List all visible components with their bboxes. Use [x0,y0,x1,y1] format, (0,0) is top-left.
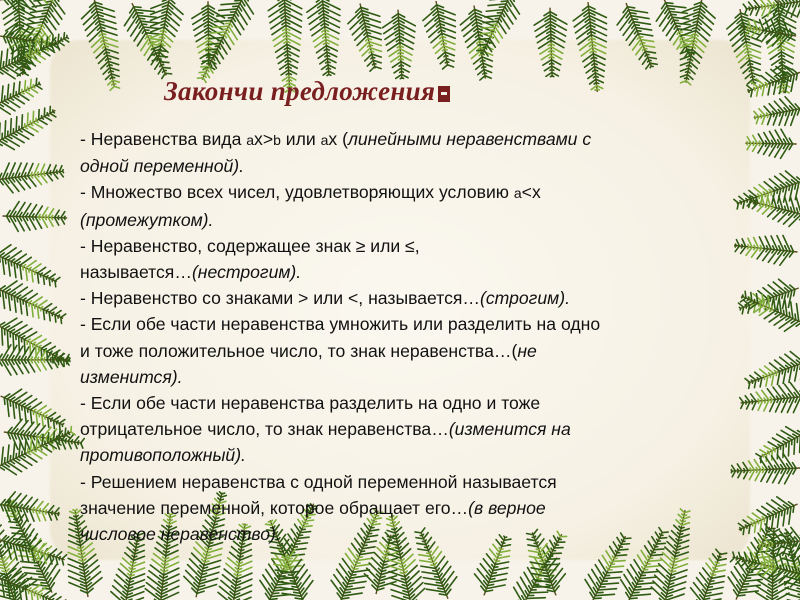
statement-text: называется… [80,262,192,283]
statement-text: - Если обе части неравенства умножить или разделить на одно [80,314,601,335]
variable-text: a [513,185,522,202]
fir-branch [344,0,391,74]
fir-branch [730,453,800,486]
text-line [80,153,740,179]
text-line [80,233,740,259]
slide-title [164,76,450,107]
fir-branch [420,0,464,71]
answer-text: одной переменной). [80,156,245,177]
text-line [80,311,740,337]
fir-branch [685,546,737,600]
statement-text: x> [254,129,274,149]
text-line [80,179,740,206]
fir-branch [669,0,718,87]
variable-text: a [246,132,255,148]
answer-text: противоположный). [80,445,246,466]
fir-branch [0,489,62,529]
fir-branch [305,0,345,77]
variable-text: a [320,132,329,148]
answer-text: (в верное [468,497,546,518]
answer-text: (промежутком). [80,209,214,230]
text-line [80,364,740,390]
text-line [80,338,740,364]
answer-text: (нестрогим). [191,262,302,283]
fir-branch [187,0,261,88]
statement-text: - Множество всех чисел, удовлетворяющих условию [80,182,514,203]
answer-text: (строгим). [480,288,570,309]
statement-text: - Решением неравенства с одной переменной называется [80,471,557,492]
answer-text: линейными неравенствами с [347,129,592,149]
text-line [80,521,740,547]
fir-branch [458,3,502,82]
statement-text: - Неравенство, содержащее знак ≥ или ≤, [80,235,420,256]
text-line [80,126,740,153]
fir-branch [611,0,667,73]
text-line [80,495,740,521]
text-line [80,207,740,233]
fir-branch [732,231,799,267]
variable-text: b [273,132,281,148]
answer-text: числовое неравенство). [80,524,281,545]
fir-branch [0,156,65,195]
text-line [80,390,740,416]
text-line [80,416,740,442]
fir-branch [382,9,419,80]
fir-branch [745,129,797,159]
answer-text: изменится). [80,366,183,387]
statement-text: значение переменной, которое обращает его… [80,497,469,518]
fir-branch [571,0,614,93]
slide-title-text: Закончи предложения [164,76,436,106]
statement-text: <x [521,182,541,203]
title-symbol-icon [438,86,450,102]
statement-text: или [280,129,321,149]
answer-text: не [517,340,537,361]
text-line [80,442,740,468]
fir-branch [0,238,64,296]
fir-branch [751,94,800,132]
statement-text: - Если обе части неравенства разделить на одно и тоже [80,393,541,414]
statement-text: и тоже положительное число, то знак неравенства…( [80,340,518,361]
fir-branch [739,381,800,418]
fir-branch [0,97,63,157]
answer-text: (изменится на [448,419,571,440]
fir-branch [0,274,70,332]
text-line [80,285,740,311]
statement-text: - Неравенство со знаками > или <, называется… [80,288,480,309]
slide-body [80,126,740,547]
statement-text: отрицательное число, то знак неравенства… [80,419,449,440]
fir-branch [0,526,69,575]
text-line [80,469,740,495]
statement-text: x ( [328,129,348,149]
text-line [80,259,740,285]
fir-branch [2,201,68,233]
fir-branch [78,0,131,93]
statement-text: - Неравенства вида [80,129,247,149]
fir-branch [742,346,800,398]
fir-branch [534,7,569,77]
